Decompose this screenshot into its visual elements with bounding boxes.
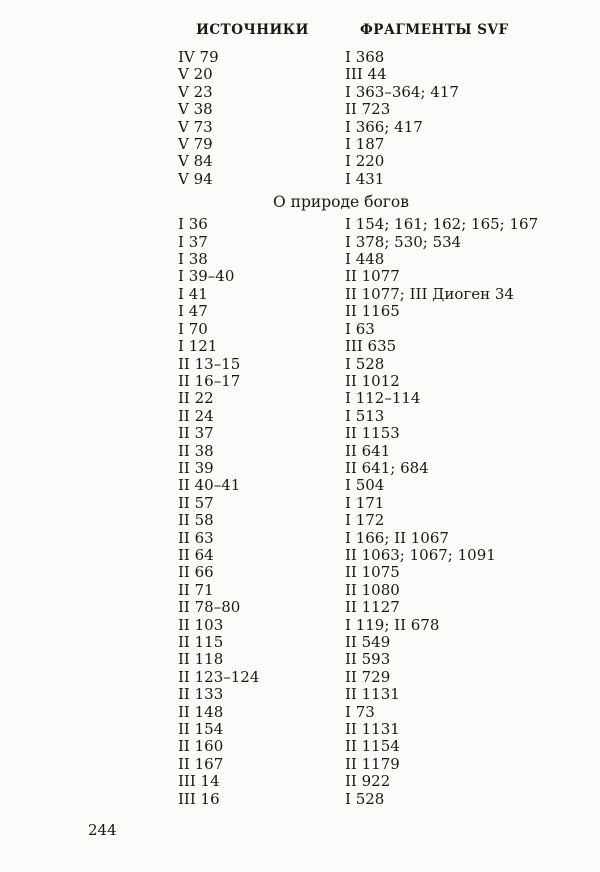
fragments-cell: I 171 [345,493,385,512]
fragments-cell: III 635 [345,337,397,356]
source-cell: II 123–124 [178,667,260,686]
table-row [178,738,580,755]
fragments-cell: I 368 [345,48,385,66]
table-row [178,338,580,355]
source-cell: I 121 [178,337,218,356]
table-row [178,686,580,703]
table-row [178,547,580,564]
fragments-cell: I 154; 161; 162; 165; 167 [345,215,539,234]
fragments-cell: II 723 [345,100,391,119]
fragments-cell: I 220 [345,152,385,171]
source-cell: I 37 [178,232,208,251]
table-row [178,234,580,251]
table-row [178,530,580,547]
table-row [178,791,580,808]
fragments-cell: II 1131 [345,720,400,739]
table-row [178,408,580,425]
table-row [178,136,580,153]
table-row [178,634,580,651]
table-row [178,119,580,136]
source-cell: III 14 [178,772,220,791]
fragments-cell: II 922 [345,772,391,791]
source-cell: II 58 [178,511,214,530]
fragments-cell: II 1012 [345,371,400,390]
source-cell: II 154 [178,720,224,739]
source-cell: I 41 [178,284,208,303]
table-row [178,171,580,188]
table-row [178,512,580,529]
table-row [178,390,580,407]
table-row [178,321,580,338]
source-cell: V 23 [178,82,213,101]
table-row [178,356,580,373]
fragments-cell: II 1154 [345,737,400,756]
fragments-cell: II 1077; III Диоген 34 [345,284,514,303]
table-row [178,251,580,268]
table-row [178,495,580,512]
source-cell: III 16 [178,789,220,808]
source-cell: II 22 [178,389,214,408]
fragments-cell: II 1153 [345,424,400,443]
source-cell: IV 79 [178,48,219,66]
source-cell: I 70 [178,319,208,338]
fragments-cell: II 1063; 1067; 1091 [345,545,496,564]
source-cell: II 78–80 [178,598,241,617]
table-header-row [178,22,580,38]
table-row [178,669,580,686]
fragments-cell: II 549 [345,633,391,651]
table-row [178,651,580,668]
source-cell: II 160 [178,737,224,756]
fragments-cell: II 1075 [345,563,400,582]
source-cell: II 13–15 [178,354,241,373]
source-cell: II 115 [178,633,224,651]
source-cell: II 39 [178,458,214,477]
source-cell: II 66 [178,563,214,582]
fragments-cell: I 63 [345,319,375,338]
source-cell: II 64 [178,545,214,564]
fragments-cell: II 641 [345,441,391,460]
table-row [178,286,580,303]
section-heading: О природе богов [273,193,409,212]
fragments-cell: II 593 [345,650,391,669]
source-cell: V 38 [178,100,213,119]
source-cell: V 20 [178,65,213,84]
fragments-cell: III 44 [345,65,387,84]
source-cell: II 118 [178,650,224,669]
table-row [178,49,580,66]
table-row [178,101,580,118]
source-cell: II 103 [178,615,224,634]
source-cell: II 37 [178,424,214,443]
table-row [178,756,580,773]
fragments-cell: I 73 [345,702,375,721]
fragments-cell: II 1131 [345,685,400,704]
table-row [178,425,580,442]
table-row [178,582,580,599]
fragments-cell: II 641; 684 [345,458,429,477]
table-row [178,721,580,738]
source-cell: II 63 [178,528,214,547]
source-cell: II 57 [178,493,214,512]
fragments-cell: I 112–114 [345,389,421,408]
table-row [178,268,580,285]
source-cell: II 38 [178,441,214,460]
fragments-cell: I 431 [345,169,385,188]
fragments-cell: II 1080 [345,580,400,599]
source-cell: V 84 [178,152,213,171]
fragments-cell: I 528 [345,354,385,373]
table-row [178,617,580,634]
table-row [178,303,580,320]
source-cell: II 16–17 [178,371,241,390]
fragments-cell: I 504 [345,476,385,495]
source-cell: II 24 [178,406,214,425]
rows-on-nature-of-gods-section [178,216,580,808]
table-row [178,460,580,477]
source-cell: I 39–40 [178,267,235,286]
source-cell: I 36 [178,215,208,234]
source-cell: V 94 [178,169,213,188]
fragments-cell: I 119; II 678 [345,615,440,634]
fragments-cell: I 378; 530; 534 [345,232,462,251]
table-row [178,704,580,721]
fragments-cell: II 1077 [345,267,400,286]
source-cell: II 40–41 [178,476,241,495]
source-cell: V 73 [178,117,213,136]
fragments-cell: I 187 [345,135,385,154]
source-cell: II 148 [178,702,224,721]
table-row [178,477,580,494]
fragments-cell: II 1165 [345,302,400,321]
table-row [178,66,580,83]
fragments-cell: I 528 [345,789,385,808]
source-cell: II 133 [178,685,224,704]
fragments-cell: II 1179 [345,754,400,773]
fragments-cell: I 513 [345,406,385,425]
page-number: 244 [88,821,117,839]
fragments-cell: I 363–364; 417 [345,82,459,101]
fragments-cell: II 729 [345,667,391,686]
rows-continued-section [178,49,580,188]
table-row [178,153,580,170]
table-row [178,373,580,390]
fragments-cell: I 366; 417 [345,117,423,136]
table-row [178,599,580,616]
fragments-cell: I 166; II 1067 [345,528,449,547]
column-header-fragments: ФРАГМЕНТЫ SVF [360,22,509,38]
table-row [178,564,580,581]
table-row [178,773,580,790]
source-cell: II 71 [178,580,214,599]
source-cell: I 47 [178,302,208,321]
source-cell: I 38 [178,250,208,269]
fragments-cell: I 448 [345,250,385,269]
source-cell: II 167 [178,754,224,773]
table-row [178,443,580,460]
column-header-sources: ИСТОЧНИКИ [196,22,309,38]
source-cell: V 79 [178,135,213,154]
table-row [178,84,580,101]
fragments-cell: II 1127 [345,598,400,617]
table-row [178,216,580,233]
fragments-cell: I 172 [345,511,385,530]
